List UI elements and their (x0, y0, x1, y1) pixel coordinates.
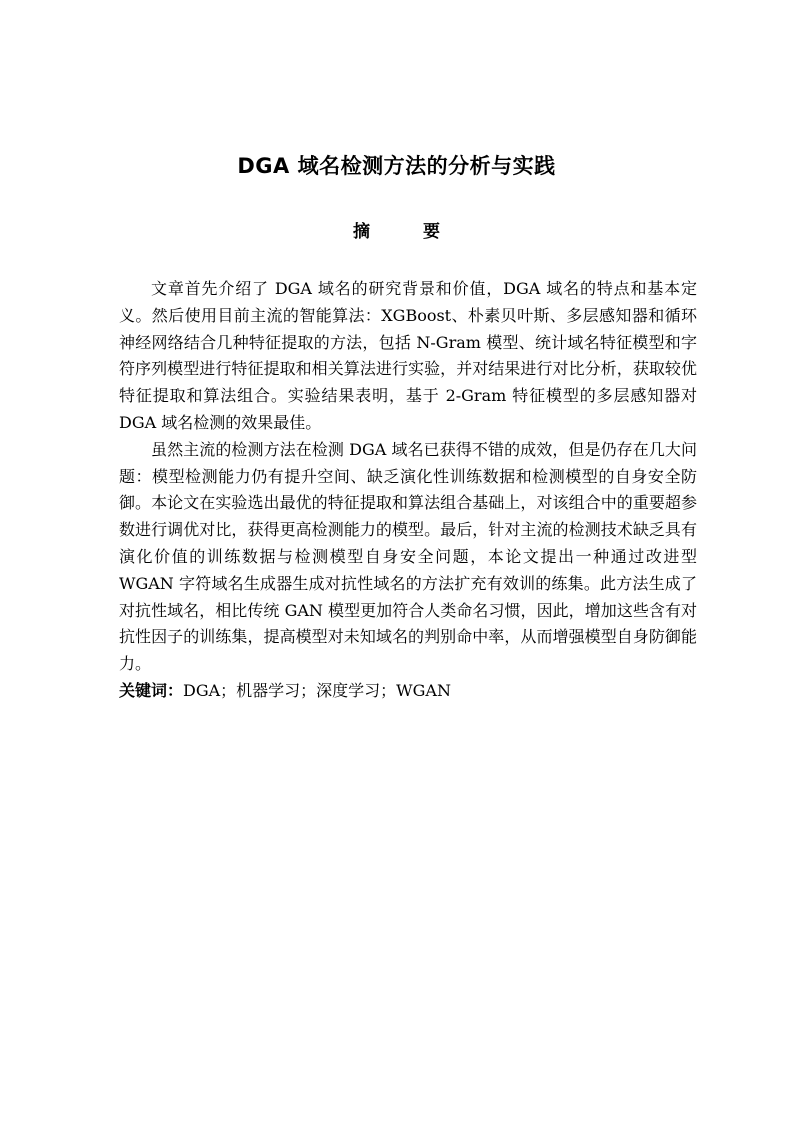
abstract-heading: 摘 要 (353, 222, 458, 242)
keywords-label: 关键词： (119, 680, 184, 700)
paper-title: DGA 域名检测方法的分析与实践 (237, 154, 556, 178)
keywords-text: DGA；机器学习；深度学习；WGAN (183, 680, 451, 700)
abstract-paragraph-1: 文章首先介绍了 DGA 域名的研究背景和价值，DGA 域名的特点和基本定义。然后使用目前主流的智能算法：XGBoost、朴素贝叶斯、多层感知器和循环神经网络结合几种特征提取的方法，包括 N-Gram 模型、统计域名特征模型和字符序列模型进行特征提取和相关算法进行实验，并对结果进行对比分析，获取较优特征提取和算法组合。实验结果表明，基于 2-Gram 特征模型的多层感知器对 DGA 域名检测的效果最佳。 (119, 279, 697, 432)
keywords-line (119, 678, 697, 705)
abstract-body (119, 276, 697, 705)
abstract-paragraph-2: 虽然主流的检测方法在检测 DGA 域名已获得不错的成效，但是仍存在几大问题：模型检测能力仍有提升空间、缺乏演化性训练数据和检测模型的自身安全防御。本论文在实验选出最优的特征提取和算法组合基础上，对该组合中的重要超参数进行调优对比，获得更高检测能力的模型。最后，针对主流的检测技术缺乏具有演化价值的训练数据与检测模型自身安全问题，本论文提出一种通过改进型 WGAN 字符域名生成器生成对抗性域名的方法扩充有效训的练集。此方法生成了对抗性域名，相比传统 GAN 模型更加符合人类命名习惯，因此，增加这些含有对抗性因子的训练集，提高模型对未知域名的判别命中率，从而增强模型自身防御能力。 (119, 439, 697, 674)
